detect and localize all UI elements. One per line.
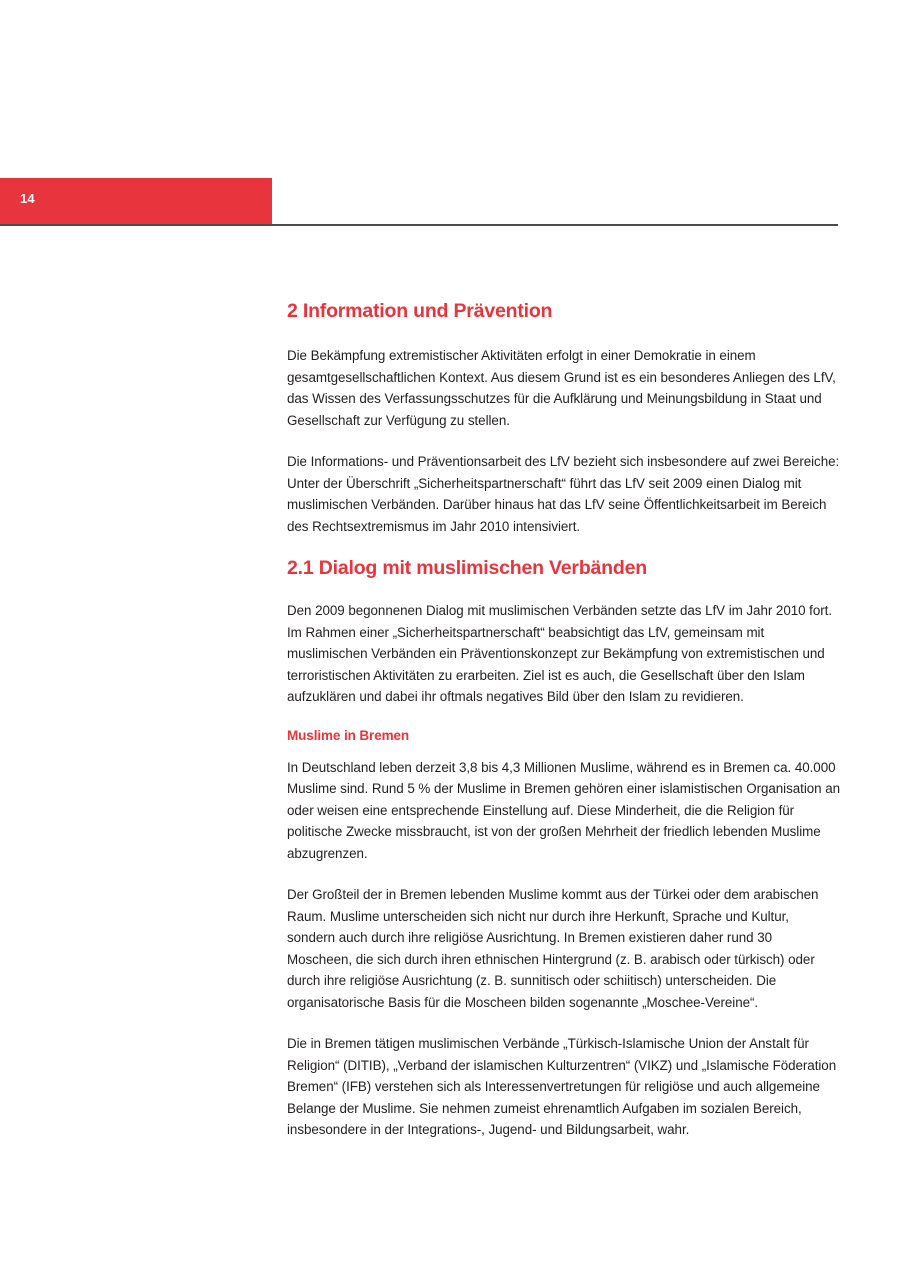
header-divider [0, 224, 838, 226]
paragraph: In Deutschland leben derzeit 3,8 bis 4,3 Millionen Muslime, während es in Bremen ca. 40.000 Muslime sind. Rund 5 % der Muslime in Bremen gehören einer islamistischen Organisation an oder weisen eine entsprechende Einstellung auf. Diese Minderheit, die die Religion für politische Zwecke missbraucht, ist von der großen Mehrheit der friedlich lebenden Muslime abzugrenzen. [287, 759, 841, 861]
paragraph: Den 2009 begonnenen Dialog mit muslimischen Verbänden setzte das LfV im Jahr 2010 fort. Im Rahmen einer „Sicherheitspartnerschaft“ beabsichtigt das LfV, gemeinsam mit muslimischen Verbänden ein Präventionskonzept zur Bekämpfung von extremistischen und terroristischen Aktivitäten zu erarbeiten. Ziel ist es auch, die Gesellschaft über den Islam aufzuklären und dabei ihr oftmals negatives Bild über den Islam zu revidieren. [287, 603, 832, 704]
page-number: 14 [20, 191, 35, 206]
paragraph: Die in Bremen tätigen muslimischen Verbände „Türkisch-Islamische Union der Anstalt für Religion“ (DITIB), „Verband der islamischen Kulturzentren“ (VIKZ) und „Islamische Föderation Bremen“ (IFB) verstehen sich als Interessenvertretungen für religiöse und auch allgemeine Belange der Muslime. Sie nehmen zumeist ehrenamtlich Aufgaben im sozialen Bereich, insbesondere in der Integrations-, Jugend- und Bildungsarbeit, wahr. [287, 1036, 837, 1137]
chapter-title: 2 Information und Prävention [287, 300, 553, 322]
section-title: 2.1 Dialog mit muslimischen Verbänden [287, 557, 647, 579]
document-body [287, 300, 840, 1141]
subsection-title: Muslime in Bremen [287, 727, 410, 743]
paragraph: Der Großteil der in Bremen lebenden Muslime kommt aus der Türkei oder dem arabischen Raum. Muslime unterscheiden sich nicht nur durch ihre Herkunft, Sprache und Kultur, sondern auch durch ihre religiöse Ausrichtung. In Bremen existieren daher rund 30 Moscheen, die sich durch ihren ethnischen Hintergrund (z. B. arabisch oder türkisch) oder durch ihre religiöse Ausrichtung (z. B. sunnitisch oder schiitisch) unterscheiden. Die organisatorische Basis für die Moscheen bilden sogenannte „Moschee-Vereine“. [287, 887, 819, 1010]
page-number-block [0, 178, 272, 225]
paragraph: Die Bekämpfung extremistischer Aktivitäten erfolgt in einer Demokratie in einem gesamtgesellschaftlichen Kontext. Aus diesem Grund ist es ein besonderes Anliegen des LfV, das Wissen des Verfassungsschutzes für die Aufklärung und Meinungsbildung in Staat und Gesellschaft zur Verfügung zu stellen. [287, 348, 836, 428]
paragraph: Die Informations- und Präventionsarbeit des LfV bezieht sich insbesondere auf zwei Bereiche: Unter der Überschrift „Sicherheitspartnerschaft“ führt das LfV seit 2009 einen Dialog mit muslimischen Verbänden. Darüber hinaus hat das LfV seine Öffentlichkeitsarbeit im Bereich des Rechtsextremismus im Jahr 2010 intensiviert. [287, 454, 840, 534]
